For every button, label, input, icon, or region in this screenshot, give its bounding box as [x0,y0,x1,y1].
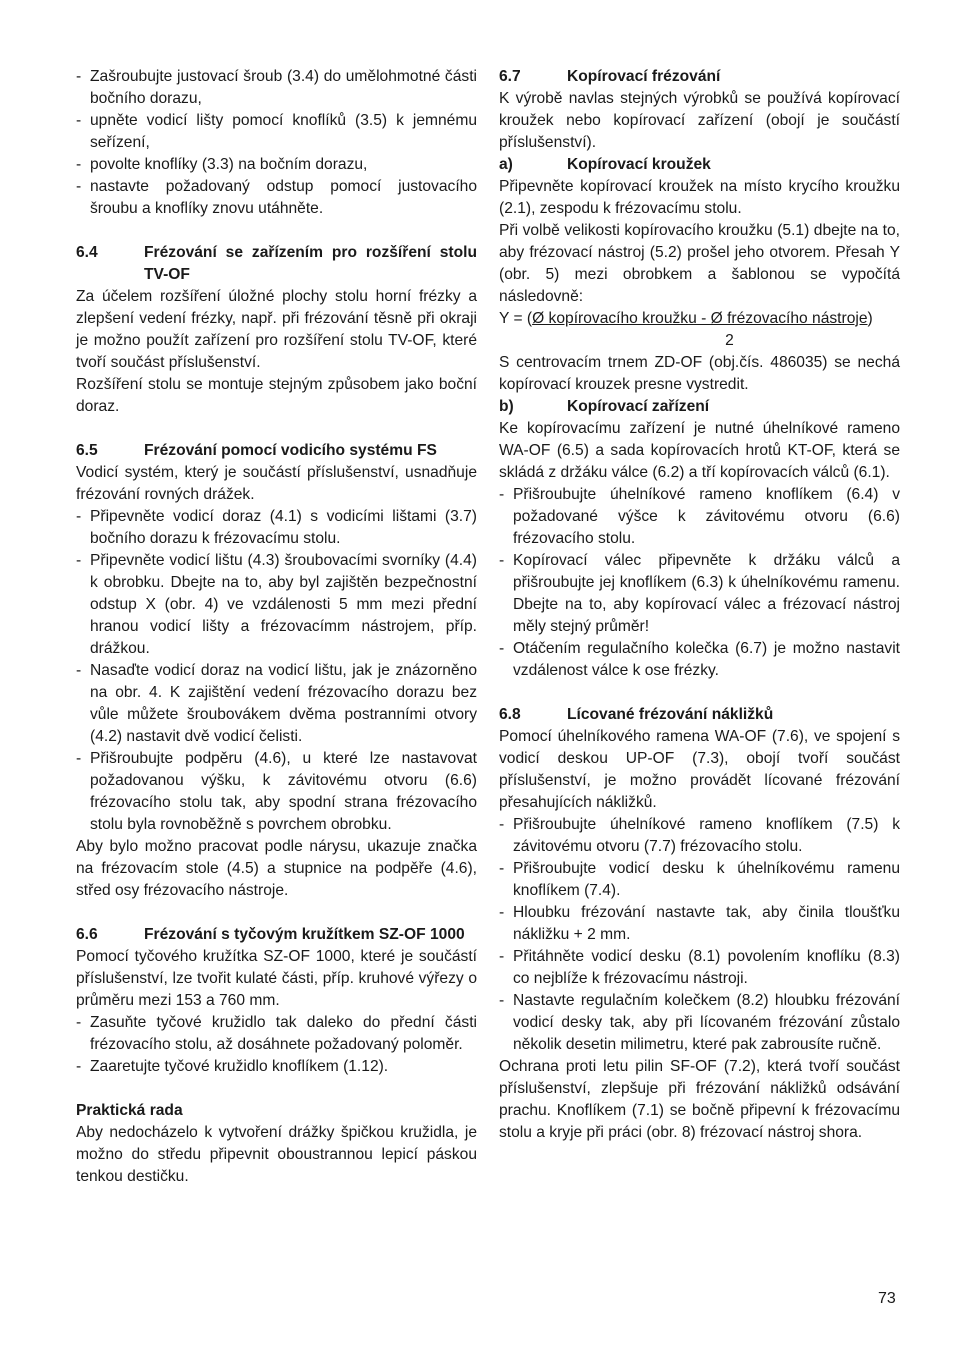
list-item: - upněte vodicí lišty pomocí knoflíků (3.5) k jemnému seřízení, [76,110,477,154]
section-6-6-list [76,1012,477,1078]
paragraph: Za účelem rozšíření úložné plochy stolu horní frézky a zlepšení vedení frézky, např. při frézování těsně při okraji je možno použít zařízení pro rozšíření stolu TV-OF, které tvoří součást příslušenství. [76,288,477,371]
subsection-number: a) [499,156,513,173]
section-title: Frézování s tyčovým kružítkem SZ-OF 1000 [144,926,465,943]
right-column [499,66,900,1144]
list-item: - Zasuňte tyčové kružidlo tak daleko do přední části frézovacího stolu, až dosáhnete požadovaný poloměr. [76,1012,477,1056]
section-number: 6.8 [499,706,521,723]
list-item: - Přišroubujte vodicí desku k úhelníkovému ramenu knoflíkem (7.4). [499,858,900,902]
list-item: - Nastavte regulačním kolečkem (8.2) hloubku frézování vodicí desky tak, aby při lícovaném frézování zůstalo několik desetin milimetru, které pak zabrousíte ručně. [499,990,900,1056]
section-number: 6.5 [76,442,98,459]
list-item: - Otáčením regulačního kolečka (6.7) je možno nastavit vzdálenost válce k ose frézky. [499,638,900,682]
page-number: 73 [878,1290,896,1307]
list-item: - Přišroubujte úhelníkové rameno knoflíkem (6.4) v požadované výšce k závitovému otvoru (6.6) frézovacího stolu. [499,484,900,550]
section-number: 6.6 [76,926,98,943]
section-6-8-heading [499,704,900,726]
paragraph: Ochrana proti letu pilin SF-OF (7.2), která tvoří součást příslušenství, zlepšuje při frézování nákližků odsávání prachu. Knoflíkem (7.1) se bočně připevní k frézovacímu stolu a kryje při práci (obr. 8) frézovací nástroj shora. [499,1058,900,1141]
subsection-b-list [499,484,900,682]
paragraph: Pomocí úhelníkového ramena WA-OF (7.6), ve spojení s vodicí deskou UP-OF (7.3), obojí tvoří součást příslušenství, je možno provádět lícované frézování přesahujících nákližků. [499,728,900,811]
list-item: - Připevněte vodicí lištu (4.3) šroubovacími svorníky (4.4) k obrobku. Dbejte na to, aby byl zajištěn bezpečnostní odstup X (obr. 4) ve vzdálenosti 5 mm mezi přední hranou vodicí lišty a frézovacímm nástrojem, příp. drážkou. [76,550,477,660]
formula [499,308,900,330]
formula-prefix: Y = ( [499,310,533,327]
list-item: - Přišroubujte úhelníkové rameno knoflíkem (7.5) k závitovému otvoru (7.7) frézovacího stolu. [499,814,900,858]
paragraph: Ke kopírovacímu zařízení je nutné úhelníkové rameno WA-OF (6.5) a sada kopírovacích hrotů KT-OF, která se skládá z držáku válce (6.2) a tří kopírovacích válců (6.1). [499,420,900,481]
list-item: - Přitáhněte vodicí desku (8.1) povolením knoflíku (8.3) co nejblíže k frézovacímu nástroji. [499,946,900,990]
list-item: - nastavte požadovaný odstup pomocí justovacího šroubu a knoflíky znovu utáhněte. [76,176,477,220]
list-item: - Zaaretujte tyčové kružidlo knoflíkem (1.12). [76,1056,477,1078]
section-number: 6.7 [499,68,521,85]
section-title: Frézování pomocí vodicího systému FS [144,442,437,459]
section-title: Frézování se zařízením pro rozšíření stolu TV-OF [144,244,477,283]
paragraph: Aby bylo možno pracovat podle nárysu, ukazuje značka na frézovacím stole (4.5) a stupnice na podpěře (4.6), střed osy frézovacího nástroje. [76,838,477,899]
section-number: 6.4 [76,244,98,261]
paragraph: S centrovacím trnem ZD-OF (obj.čís. 486035) se nechá kopírovací krouzek presne vystredit. [499,354,900,393]
formula-denominator: 2 [725,332,734,349]
list-item: - Nasaďte vodicí doraz na vodicí lištu, jak je znázorněno na obr. 4. K zajištění vedení frézovacího dorazu bez vůle můžete šroubovákem dvěma postranními otvory (4.2) nastavit dvě vodicí čelisti. [76,660,477,748]
formula-numerator: Ø kopírovacího kroužku - Ø frézovacího nástroje [532,310,868,327]
paragraph: Připevněte kopírovací kroužek na místo krycího kroužku (2.1), zespodu k frézovacímu stolu. [499,178,900,217]
subsection-title: Kopírovací kroužek [567,156,711,173]
subsection-title: Kopírovací zařízení [567,398,710,415]
tip-heading: Praktická rada [76,1102,183,1119]
paragraph: Aby nedocházelo k vytvoření drážky špičkou kružidla, je možno do středu připevnit oboustrannou lepicí páskou tenkou destičku. [76,1124,477,1185]
subsection-number: b) [499,398,514,415]
subsection-b-heading [499,396,900,418]
paragraph: Rozšíření stolu se montuje stejným způsobem jako boční doraz. [76,376,477,415]
subsection-a-heading [499,154,900,176]
formula-suffix: ) [867,310,873,327]
section-title: Kopírovací frézování [567,68,721,85]
section-6-6-heading [76,924,477,946]
section-title: Lícované frézování nákližků [567,706,774,723]
paragraph: Pomocí tyčového kružítka SZ-OF 1000, které je součástí příslušenství, lze tvořit kulaté části, příp. kruhové výřezy o průměru mezi 153 a 760 mm. [76,948,477,1009]
section-6-5-heading [76,440,477,462]
list-item: - Zašroubujte justovací šroub (3.4) do umělohmotné části bočního dorazu, [76,66,477,110]
list-item: - Připevněte vodicí doraz (4.1) s vodicími lištami (3.7) bočního dorazu k frézovacímu stolu. [76,506,477,550]
list-item: - Přišroubujte podpěru (4.6), u které lze nastavovat požadovanou výšku, k závitovému otvoru (6.6) frézovacího stolu tak, aby spodní strana frézovacího stolu byla rovnoběžně s povrchem obrobku. [76,748,477,836]
section-6-4-heading [76,242,477,286]
paragraph: K výrobě navlas stejných výrobků se používá kopírovací kroužek nebo kopírovací zařízení (obojí je součástí příslušenství). [499,90,900,151]
section-6-5-list [76,506,477,836]
list-item: - Kopírovací válec připevněte k držáku válců a přišroubujte jej knoflíkem (6.3) k úhelníkovému ramenu. Dbejte na to, aby kopírovací válec a frézovací nástroj měly stejný průměr! [499,550,900,638]
intro-list [76,66,477,220]
left-column [76,66,477,1188]
section-6-8-list [499,814,900,1056]
paragraph: Vodicí systém, který je součástí příslušenství, usnadňuje frézování rovných drážek. [76,464,477,503]
paragraph: Při volbě velikosti kopírovacího kroužku (5.1) dbejte na to, aby frézovací nástroj (5.2) prošel jeho otvorem. Přesah Y (obr. 5) mezi obrobkem a šablonou se vypočítá následovně: [499,222,900,305]
list-item: - povolte knoflíky (3.3) na bočním dorazu, [76,154,477,176]
section-6-7-heading [499,66,900,88]
list-item: - Hloubku frézování nastavte tak, aby činila tloušťku nákližku + 2 mm. [499,902,900,946]
